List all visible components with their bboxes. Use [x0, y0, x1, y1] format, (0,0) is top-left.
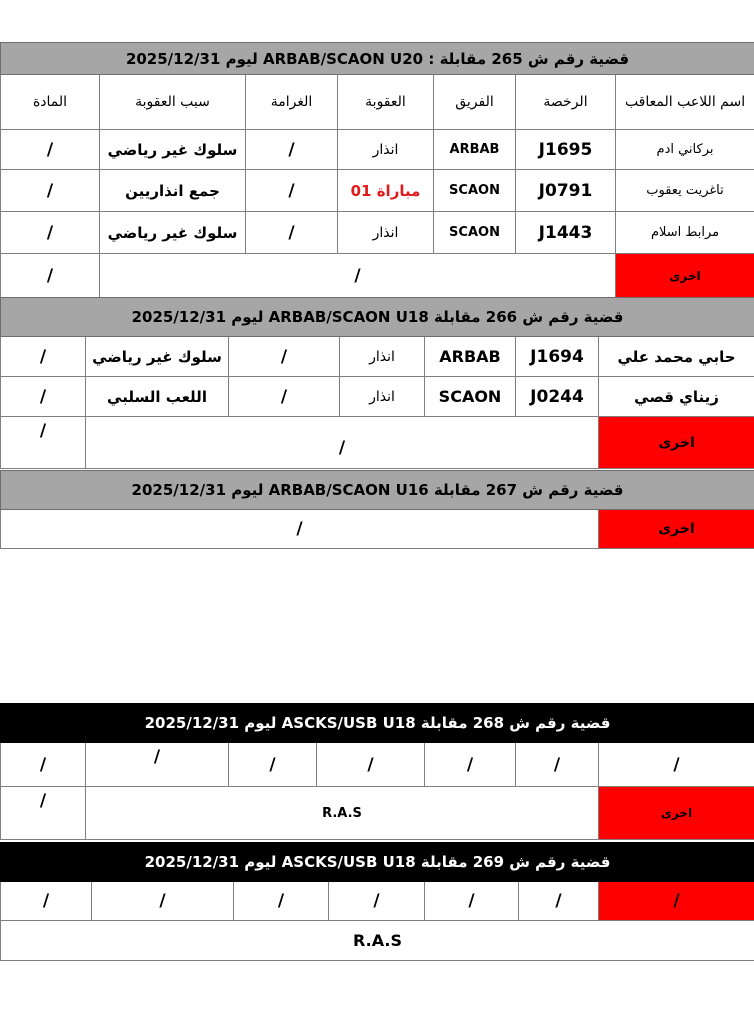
player-cell: بركاني ادم — [616, 130, 754, 170]
case-269-title: قضية رقم ش 269 مقابلة ASCKS/USB U18 ليوم 2025/12/31 — [1, 843, 754, 882]
reason-cell: / — [92, 882, 234, 921]
fine-cell: / — [229, 377, 340, 417]
fine-cell: / — [229, 743, 317, 787]
other-label-cell: اخرى — [599, 510, 754, 549]
penalty-cell: انذار — [340, 377, 425, 417]
table-row — [1, 212, 754, 254]
other-value-cell: / — [1, 510, 599, 549]
other-article-cell: / — [1, 417, 86, 469]
fine-cell: / — [246, 212, 338, 254]
penalty-cell: انذار — [338, 130, 434, 170]
penalty-cell: 01 مباراة — [338, 170, 434, 212]
header-player: اسم اللاعب المعاقب — [616, 75, 754, 130]
other-row — [1, 254, 754, 299]
team-cell: ARBAB — [434, 130, 516, 170]
article-cell: / — [1, 377, 86, 417]
fine-cell: / — [246, 170, 338, 212]
article-cell: / — [1, 130, 100, 170]
reason-cell: / — [86, 743, 229, 787]
table-row — [1, 743, 754, 787]
other-row — [1, 510, 754, 549]
team-cell: / — [425, 743, 516, 787]
table-row — [1, 377, 754, 417]
footer-value-cell: R.A.S — [1, 921, 754, 961]
case-267-table — [0, 470, 754, 549]
article-cell: / — [1, 337, 86, 377]
table-row — [1, 882, 754, 921]
table-row — [1, 130, 754, 170]
license-cell: J1443 — [516, 212, 616, 254]
license-cell: J0791 — [516, 170, 616, 212]
penalty-cell: انذار — [338, 212, 434, 254]
fine-cell: / — [246, 130, 338, 170]
case-265-title: قضية رقم ش 265 مقابلة : ARBAB/SCAON U20 ليوم 2025/12/31 — [1, 43, 754, 75]
header-license: الرخصة — [516, 75, 616, 130]
case-266-title: قضية رقم ش 266 مقابلة ARBAB/SCAON U18 ليوم 2025/12/31 — [1, 298, 754, 337]
player-cell: / — [599, 882, 754, 921]
footer-row — [1, 921, 754, 961]
other-value-cell: R.A.S — [86, 787, 599, 840]
penalty-cell: / — [329, 882, 425, 921]
reason-cell: اللعب السلبي — [86, 377, 229, 417]
player-cell: زيناي قصي — [599, 377, 754, 417]
reason-cell: سلوك غير رياضي — [100, 212, 246, 254]
article-cell: / — [1, 882, 92, 921]
team-cell: / — [425, 882, 519, 921]
license-cell: / — [516, 743, 599, 787]
other-row — [1, 787, 754, 840]
player-cell: تاغريت يعقوب — [616, 170, 754, 212]
case-267-title: قضية رقم ش 267 مقابلة ARBAB/SCAON U16 ليوم 2025/12/31 — [1, 471, 754, 510]
penalty-cell: / — [317, 743, 425, 787]
other-article-cell: / — [1, 254, 100, 299]
reason-cell: جمع انذاريين — [100, 170, 246, 212]
table-row — [1, 170, 754, 212]
player-cell: / — [599, 743, 754, 787]
player-cell: مرابط اسلام — [616, 212, 754, 254]
license-cell: J1695 — [516, 130, 616, 170]
table-row — [1, 337, 754, 377]
article-cell: / — [1, 170, 100, 212]
article-cell: / — [1, 743, 86, 787]
penalty-cell: انذار — [340, 337, 425, 377]
other-label-cell: اخرى — [599, 787, 754, 840]
license-cell: J1694 — [516, 337, 599, 377]
header-article: المادة — [1, 75, 100, 130]
team-cell: ARBAB — [425, 337, 516, 377]
team-cell: SCAON — [425, 377, 516, 417]
other-label-cell: اخرى — [599, 417, 754, 469]
case-266-table — [0, 297, 754, 469]
case-268-table — [0, 703, 754, 840]
license-cell: J0244 — [516, 377, 599, 417]
other-article-cell: / — [1, 787, 86, 840]
player-cell: حابي محمد علي — [599, 337, 754, 377]
reason-cell: سلوك غير رياضي — [86, 337, 229, 377]
other-row — [1, 417, 754, 469]
fine-cell: / — [234, 882, 329, 921]
header-penalty: العقوبة — [338, 75, 434, 130]
other-label-cell: اخرى — [616, 254, 754, 299]
other-value-cell: / — [100, 254, 616, 299]
team-cell: SCAON — [434, 212, 516, 254]
header-team: الفريق — [434, 75, 516, 130]
fine-cell: / — [229, 337, 340, 377]
other-value-cell: / — [86, 417, 599, 469]
team-cell: SCAON — [434, 170, 516, 212]
case-268-title: قضية رقم ش 268 مقابلة ASCKS/USB U18 ليوم 2025/12/31 — [1, 704, 754, 743]
header-reason: سبب العقوبة — [100, 75, 246, 130]
article-cell: / — [1, 212, 100, 254]
case-269-table — [0, 842, 754, 961]
header-fine: الغرامة — [246, 75, 338, 130]
license-cell: / — [519, 882, 599, 921]
case-265-table — [0, 42, 754, 299]
reason-cell: سلوك غير رياضي — [100, 130, 246, 170]
